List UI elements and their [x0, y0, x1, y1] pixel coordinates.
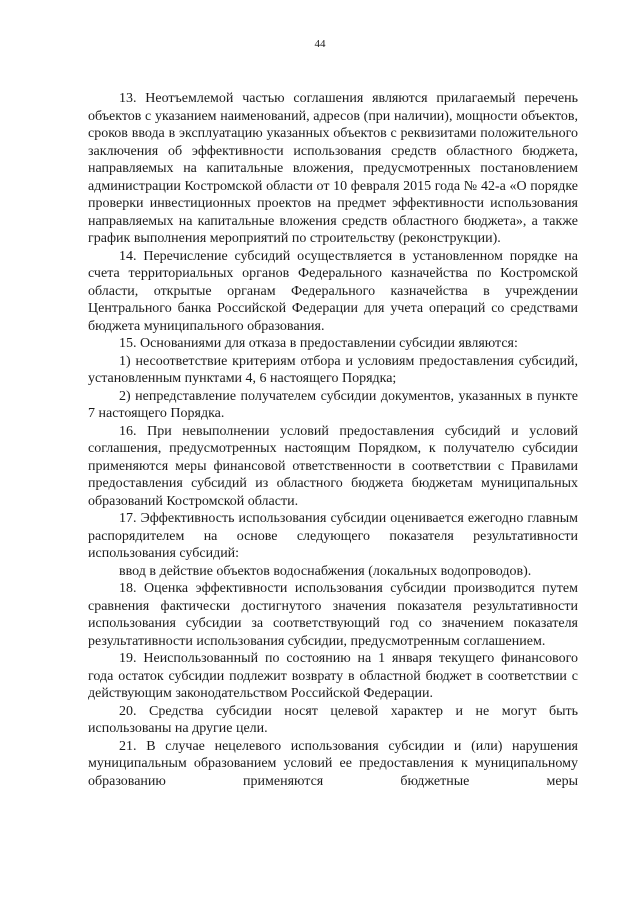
paragraph-14: 14. Перечисление субсидий осуществляется в установленном порядке на счета территориальных органов Федерального казначейства по Костромской области, открытые органам Федерального казначейства в учреждении Центрального банка Российской Федерации для учета операций со средствами бюджета муниципального образования. [88, 248, 578, 334]
paragraph-18: 18. Оценка эффективности использования субсидии производится путем сравнения фактически достигнутого значения показателя результативности использования субсидии за соответствующий год со значением показателя результативности использования субсидии, предусмотренным соглашением. [88, 581, 578, 649]
paragraph-15: 15. Основаниями для отказа в предоставлении субсидии являются: [119, 336, 518, 351]
paragraph-17: 17. Эффективность использования субсидии оценивается ежегодно главным распорядителем на основе следующего показателя результативности использования субсидий: [88, 511, 578, 561]
paragraph-13: 13. Неотъемлемой частью соглашения являются прилагаемый перечень объектов с указанием наименований, адресов (при наличии), мощности объектов, сроков ввода в эксплуатацию указанных объектов с реквизитами положительного заключения об эффективности использования средств областного бюджета, направляемых на капитальные вложения, предусмотренных постановлением администрации Костромской области от 10 февраля 2015 года № 42-а «О порядке проверки инвестиционных проектов на предмет эффективности использования направляемых на капитальные вложения средств областного бюджета», а также график выполнения мероприятий по строительству (реконструкции). [88, 91, 578, 246]
paragraph-21: 21. В случае нецелевого использования субсидии и (или) нарушения муниципальным образованием условий ее предоставления к муниципальному образованию применяются бюджетные меры [88, 738, 578, 789]
document-body [88, 90, 578, 790]
list-item-1: 1) несоответствие критериям отбора и условиям предоставления субсидий, установленным пунктами 4, 6 настоящего Порядка; [88, 353, 578, 386]
paragraph-16: 16. При невыполнении условий предоставления субсидий и условий соглашения, предусмотренных настоящим Порядком, к получателю субсидии применяются меры финансовой ответственности в соответствии с Правилами предоставления субсидий из областного бюджета бюджетам муниципальных образований Костромской области. [88, 423, 578, 509]
indicator-line: ввод в действие объектов водоснабжения (локальных водопроводов). [119, 563, 532, 579]
paragraph-19: 19. Неиспользованный по состоянию на 1 января текущего финансового года остаток субсидии подлежит возврату в областной бюджет в соответствии с действующим законодательством Российской Федерации. [88, 651, 578, 701]
paragraph-20: 20. Средства субсидии носят целевой характер и не могут быть использованы на другие цели. [88, 703, 578, 736]
list-item-2: 2) непредставление получателем субсидии документов, указанных в пункте 7 настоящего Порядка. [88, 388, 578, 421]
page-number: 44 [314, 38, 326, 50]
